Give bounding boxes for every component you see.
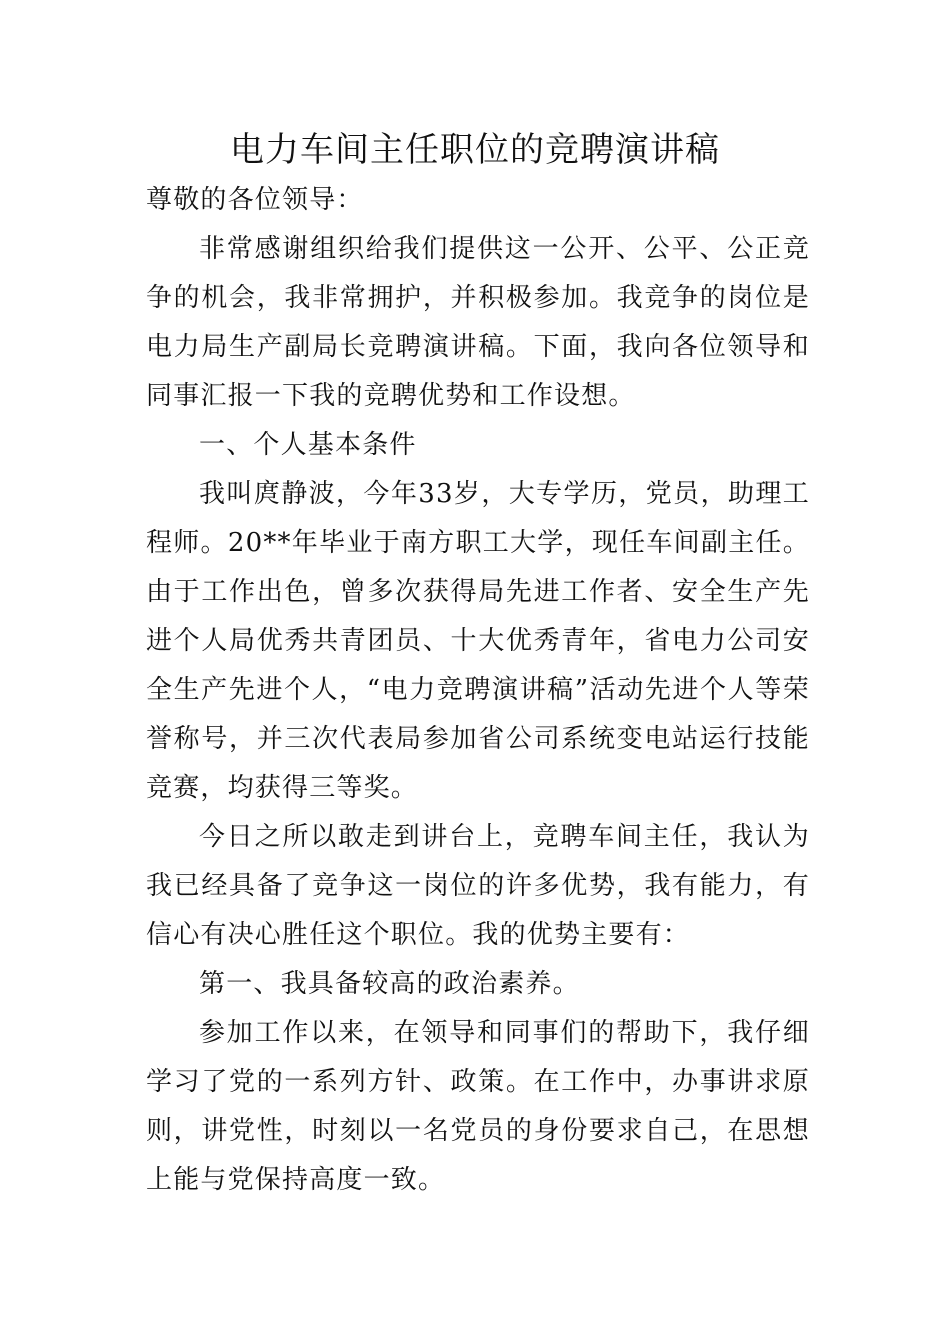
section-heading-basic-conditions: 一、个人基本条件	[199, 430, 417, 460]
salutation: 尊敬的各位领导：	[146, 185, 364, 215]
paragraph-political-quality: 参加工作以来，在领导和同事们的帮助下，我仔细学习了党的一系列方针、政策。在工作中，办事讲求原则，讲党性，时刻以一名党员的身份要求自己，在思想上能与党保持高度一致。	[146, 1018, 810, 1195]
document-title: 电力车间主任职位的竞聘演讲稿	[230, 130, 720, 170]
paragraph-advantages-intro: 今日之所以敢走到讲台上，竞聘车间主任，我认为我已经具备了竞争这一岗位的许多优势，我有能力，有信心有决心胜任这个职位。我的优势主要有：	[146, 822, 810, 950]
subheading-political-quality: 第一、我具备较高的政治素养。	[199, 969, 580, 999]
paragraph-intro: 非常感谢组织给我们提供这一公开、公平、公正竞争的机会，我非常拥护，并积极参加。我竞争的岗位是电力局生产副局长竞聘演讲稿。下面，我向各位领导和同事汇报一下我的竞聘优势和工作设想。	[146, 234, 810, 411]
document-body	[146, 176, 810, 1205]
paragraph-personal-background: 我叫庹静波，今年33岁，大专学历，党员，助理工程师。20**年毕业于南方职工大学，现任车间副主任。由于工作出色，曾多次获得局先进工作者、安全生产先进个人局优秀共青团员、十大优秀青年，省电力公司安全生产先进个人，“电力竞聘演讲稿”活动先进个人等荣誉称号，并三次代表局参加省公司系统变电站运行技能竞赛，均获得三等奖。	[146, 479, 810, 803]
